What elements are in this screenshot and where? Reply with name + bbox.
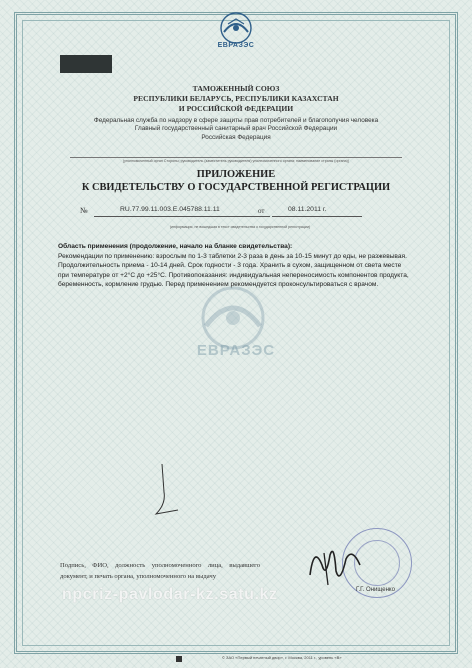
union-line-1: ТАМОЖЕННЫЙ СОЮЗ bbox=[192, 84, 280, 93]
number-underline bbox=[94, 216, 270, 217]
service-line-2: Главный государственный санитарный врач Российской Федерации bbox=[134, 125, 338, 133]
application-text bbox=[58, 242, 414, 290]
certificate-number: RU.77.99.11.003.Е.045788.11.11 bbox=[120, 206, 220, 213]
handwritten-signature-icon bbox=[300, 535, 370, 590]
signature-caption: Подпись, ФИО, должность уполномоченного лица, выдавшего документ, и печать органа, уполномоченного на выдачу bbox=[60, 562, 260, 580]
redacted-block bbox=[60, 55, 112, 73]
printer-footer: © ЗАО «Первый печатный двор», г. Москва, 2011 г., уровень «В» bbox=[222, 655, 342, 660]
application-body: Рекомендации по применению: взрослым по 1-3 таблетки 2-3 раза в день за 10-15 минут до еды, не разжевывая. Продолжительность приема - 10-14 дней. Срок годности - 3 года. Хранить в сухом, защищенном от света месте при температуре от +2°С до +25°С. Противопоказания: индивидуальная непереносимость компонентов продукта, беременность, кормление грудью. Перед применением рекомендуется проконсультироваться с врачом. bbox=[58, 252, 409, 289]
site-watermark: npcriz-pavlodar-kz.satu.kz bbox=[62, 586, 278, 603]
date-underline bbox=[272, 216, 362, 217]
eurasec-emblem-icon bbox=[202, 10, 270, 56]
number-label: № bbox=[80, 206, 88, 215]
union-header bbox=[40, 84, 432, 114]
z-mark-icon bbox=[148, 460, 188, 520]
info-caption: (информация, не вошедшая в текст свидетельства о государственной регистрации) bbox=[169, 225, 311, 229]
union-line-3: И РОССИЙСКОЙ ФЕДЕРАЦИИ bbox=[178, 104, 294, 113]
union-line-2: РЕСПУБЛИКИ БЕЛАРУСЬ, РЕСПУБЛИКИ КАЗАХСТАН bbox=[133, 94, 339, 103]
certificate-number-row bbox=[80, 206, 420, 218]
watermark-logo-text: ЕВРАЗЭС bbox=[196, 342, 276, 359]
application-heading: Область применения (продолжение, начало на бланке свидетельства): bbox=[58, 243, 293, 250]
signatory-name: Г.Г. Онищенко bbox=[356, 587, 395, 593]
title-line-2: К СВИДЕТЕЛЬСТВУ О ГОСУДАРСТВЕННОЙ РЕГИСТРАЦИИ bbox=[81, 182, 391, 193]
date-label: от bbox=[258, 207, 265, 215]
certificate-date: 08.11.2011 г. bbox=[288, 206, 327, 213]
service-line-3: Российская Федерация bbox=[201, 133, 271, 141]
document-title bbox=[40, 168, 432, 194]
serial-mark bbox=[176, 656, 182, 662]
emblem-label: ЕВРАЗЭС bbox=[217, 42, 255, 49]
service-line-1: Федеральная служба по надзору в сфере защиты прав потребителей и благополучия человека bbox=[93, 117, 379, 124]
title-line-1: ПРИЛОЖЕНИЕ bbox=[196, 169, 276, 180]
service-header bbox=[40, 117, 432, 142]
authority-caption: (уполномоченный орган Стороны; руководитель (заместитель руководителя) уполномоченного органа; наименование страны (органа)) bbox=[70, 157, 402, 163]
